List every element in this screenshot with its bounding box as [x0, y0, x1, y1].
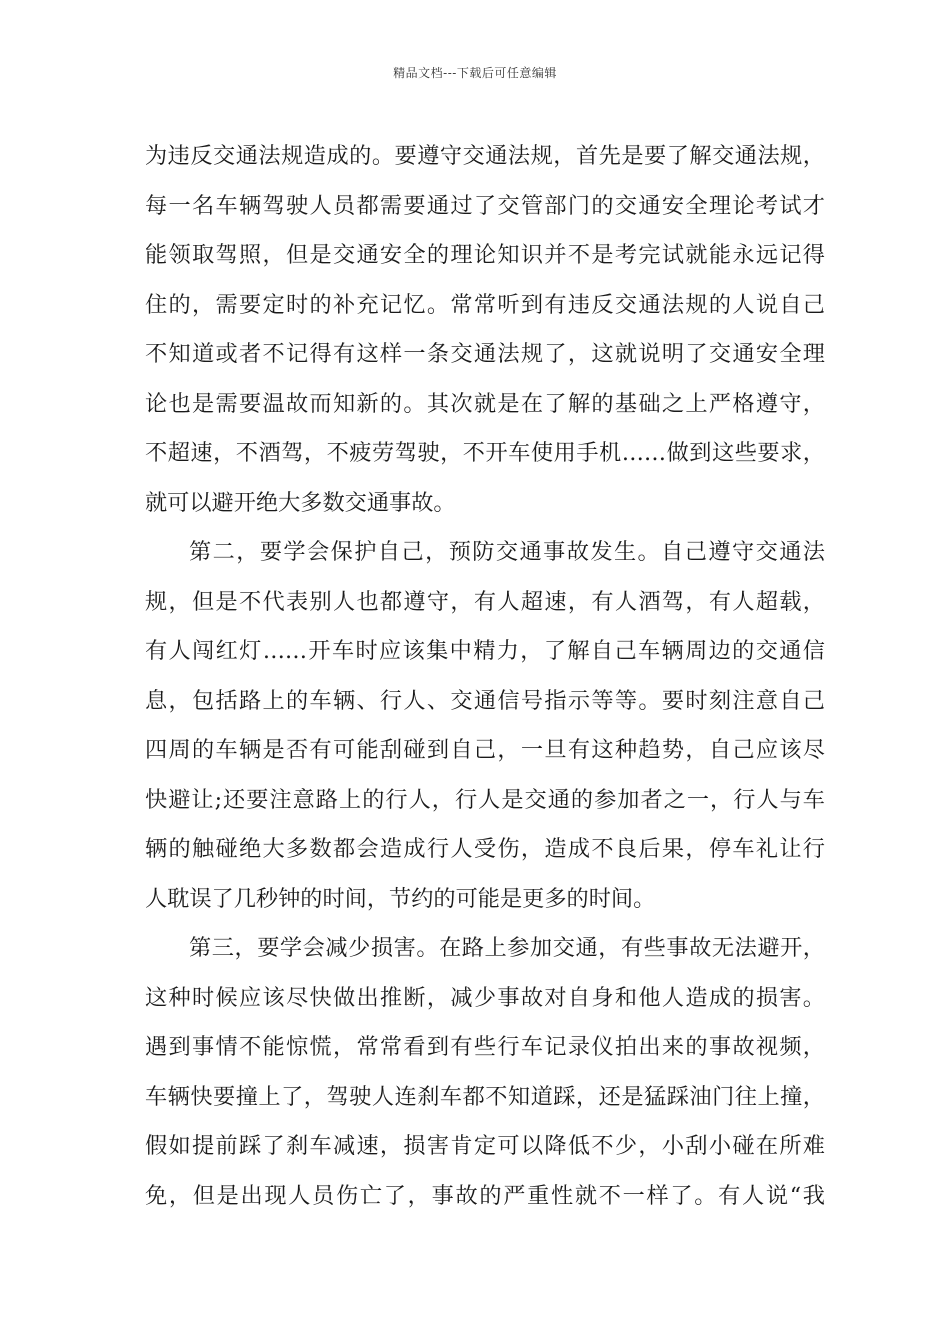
- paragraph-3: [145, 924, 825, 1221]
- text-line: 免，但是出现人员伤亡了，事故的严重性就不一样了。有人说“我: [145, 1182, 825, 1209]
- text-line: 人耽误了几秒钟的时间，节约的可能是更多的时间。: [145, 885, 656, 912]
- text-line: 规，但是不代表别人也都遵守，有人超速，有人酒驾，有人超载，: [145, 588, 825, 615]
- text-line: 这种时候应该尽快做出推断，减少事故对自身和他人造成的损害。: [145, 984, 825, 1011]
- text-line: 论也是需要温故而知新的。其次就是在了解的基础之上严格遵守，: [145, 390, 825, 417]
- text-line: 不超速，不酒驾，不疲劳驾驶，不开车使用手机……做到这些要求，: [145, 440, 825, 466]
- text-line: 四周的车辆是否有可能刮碰到自己，一旦有这种趋势，自己应该尽: [145, 737, 825, 763]
- text-line: 能领取驾照，但是交通安全的理论知识并不是考完试就能永远记得: [145, 242, 825, 268]
- text-line: 住的，需要定时的补充记忆。常常听到有违反交通法规的人说自己: [145, 291, 825, 318]
- text-line: 为违反交通法规造成的。要遵守交通法规，首先是要了解交通法规，: [145, 143, 825, 169]
- text-line: 遇到事情不能惊慌，常常看到有些行车记录仪拍出来的事故视频，: [145, 1034, 825, 1060]
- text-line: 息，包括路上的车辆、行人、交通信号指示等等。要时刻注意自己: [145, 687, 825, 714]
- text-line: 第二，要学会保护自己，预防交通事故发生。自己遵守交通法: [189, 539, 825, 565]
- page-header: 精品文档---下载后可任意编辑: [393, 66, 557, 80]
- text-line: 车辆快要撞上了，驾驶人连刹车都不知道踩，还是猛踩油门往上撞，: [145, 1083, 825, 1110]
- text-line: 辆的触碰绝大多数都会造成行人受伤，造成不良后果，停车礼让行: [145, 836, 825, 862]
- text-line: 不知道或者不记得有这样一条交通法规了，这就说明了交通安全理: [145, 341, 825, 367]
- document-body: [145, 132, 825, 1221]
- text-line: 就可以避开绝大多数交通事故。: [145, 489, 456, 516]
- text-line: 假如提前踩了刹车减速，损害肯定可以降低不少，小刮小碰在所难: [145, 1133, 825, 1159]
- paragraph-2: [145, 528, 825, 924]
- text-line: 有人闯红灯……开车时应该集中精力，了解自己车辆周边的交通信: [145, 638, 825, 664]
- text-line: 第三，要学会减少损害。在路上参加交通，有些事故无法避开，: [189, 935, 825, 961]
- text-line: 每一名车辆驾驶人员都需要通过了交管部门的交通安全理论考试才: [145, 192, 825, 219]
- paragraph-1: [145, 132, 825, 528]
- text-line: 快避让;还要注意路上的行人，行人是交通的参加者之一，行人与车: [145, 786, 825, 813]
